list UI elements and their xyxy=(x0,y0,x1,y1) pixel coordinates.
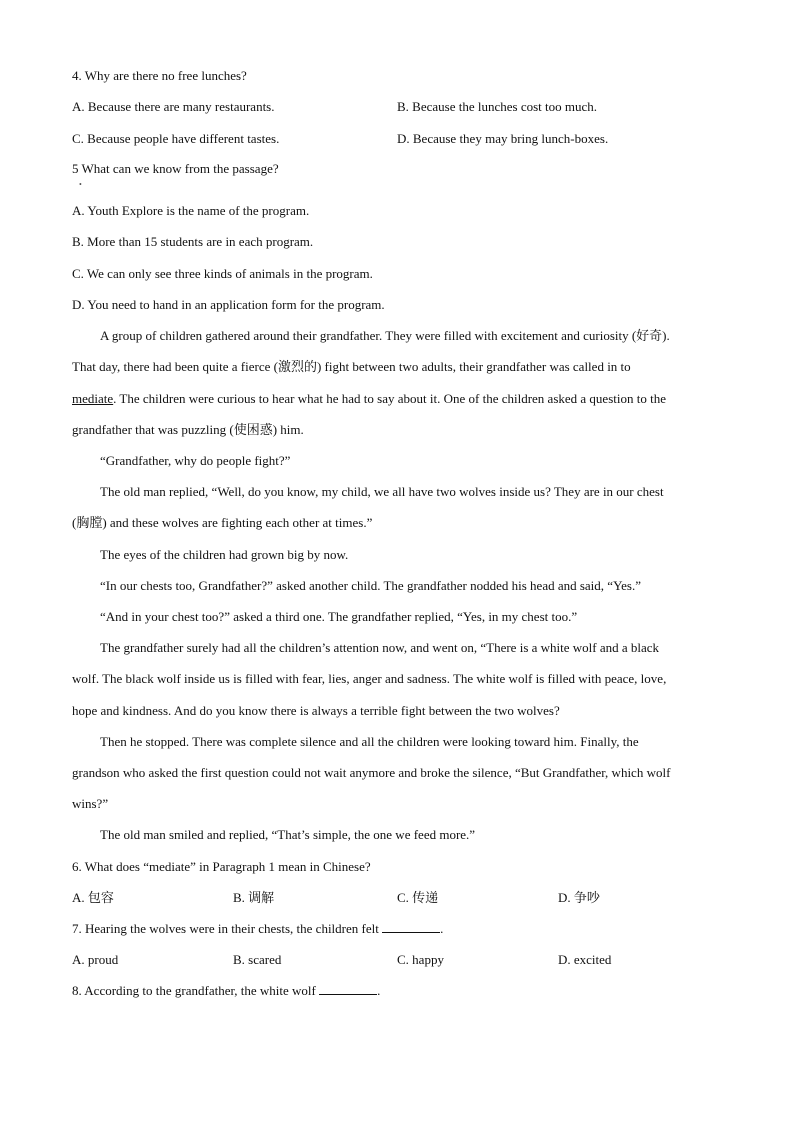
passage-p8-line2: grandson who asked the first question could not wait anymore and broke the silence, “But Grandfather, which wolf xyxy=(72,765,671,780)
passage-p1-line2: That day, there had been quite a fierce (激烈的) fight between two adults, their grandfather was called in to xyxy=(72,359,631,374)
passage-p1-line3 xyxy=(72,390,666,408)
question-7-option-d: D. excited xyxy=(558,952,612,967)
passage-p9: The old man smiled and replied, “That’s simple, the one we feed more.” xyxy=(100,827,476,842)
question-6-option-a: A. 包容 xyxy=(72,890,114,905)
passage-p4: The eyes of the children had grown big by now. xyxy=(100,547,349,562)
question-4-option-a: A. Because there are many restaurants. xyxy=(72,99,275,114)
question-5-option-d: D. You need to hand in an application form for the program. xyxy=(72,297,385,312)
answer-blank xyxy=(319,982,377,995)
question-5-option-c: C. We can only see three kinds of animals in the program. xyxy=(72,266,373,281)
question-7-stem: 7. Hearing the wolves were in their chests, the children felt . xyxy=(72,921,444,936)
question-4-option-b: B. Because the lunches cost too much. xyxy=(397,99,598,114)
passage-p7-line1: The grandfather surely had all the children’s attention now, and went on, “There is a white wolf and a black xyxy=(100,640,660,655)
passage-p8-line1: Then he stopped. There was complete silence and all the children were looking toward him. Finally, the xyxy=(100,734,639,749)
question-5-option-b: B. More than 15 students are in each program. xyxy=(72,234,314,249)
question-5-stem: 5 What can we know from the passage? xyxy=(72,161,279,176)
underlined-word-mediate: mediate xyxy=(72,391,114,406)
question-5-option-a: A. Youth Explore is the name of the program. xyxy=(72,203,310,218)
question-7-option-b: B. scared xyxy=(233,952,282,967)
passage-p5: “In our chests too, Grandfather?” asked another child. The grandfather nodded his head and said, “Yes.” xyxy=(100,578,642,593)
passage-p1-line4: grandfather that was puzzling (使困惑) him. xyxy=(72,422,304,437)
question-8-stem: 8. According to the grandfather, the white wolf . xyxy=(72,983,381,998)
question-8-stem-text: 8. According to the grandfather, the white wolf xyxy=(72,983,316,998)
passage-p2: “Grandfather, why do people fight?” xyxy=(100,453,291,468)
question-4-option-c: C. Because people have different tastes. xyxy=(72,131,280,146)
question-4-option-d: D. Because they may bring lunch-boxes. xyxy=(397,131,609,146)
stray-mark: • xyxy=(79,180,82,189)
question-7-option-c: C. happy xyxy=(397,952,444,967)
answer-blank xyxy=(382,920,440,933)
passage-p6: “And in your chest too?” asked a third one. The grandfather replied, “Yes, in my chest too.” xyxy=(100,609,578,624)
question-6-stem: 6. What does “mediate” in Paragraph 1 mean in Chinese? xyxy=(72,859,371,874)
question-6-option-c: C. 传递 xyxy=(397,890,439,905)
question-4-stem: 4. Why are there no free lunches? xyxy=(72,68,247,83)
passage-p1-line1: A group of children gathered around their grandfather. They were filled with excitement and curiosity (好奇). xyxy=(100,328,670,343)
passage-p1-line3-rest: . The children were curious to hear what he had to say about it. One of the children asked a question to the xyxy=(113,391,666,406)
question-6-option-b: B. 调解 xyxy=(233,890,275,905)
question-7-stem-text: 7. Hearing the wolves were in their chests, the children felt xyxy=(72,921,379,936)
passage-p7-line2: wolf. The black wolf inside us is filled with fear, lies, anger and sadness. The white wolf is filled with peace, love, xyxy=(72,671,667,686)
question-6-option-d: D. 争吵 xyxy=(558,890,600,905)
passage-p7-line3: hope and kindness. And do you know there is always a terrible fight between the two wolves? xyxy=(72,703,560,718)
passage-p8-line3: wins?” xyxy=(72,796,109,811)
question-7-option-a: A. proud xyxy=(72,952,119,967)
passage-p3-line2: (胸膛) and these wolves are fighting each other at times.” xyxy=(72,515,373,530)
passage-p3-line1: The old man replied, “Well, do you know, my child, we all have two wolves inside us? They are in our chest xyxy=(100,484,664,499)
